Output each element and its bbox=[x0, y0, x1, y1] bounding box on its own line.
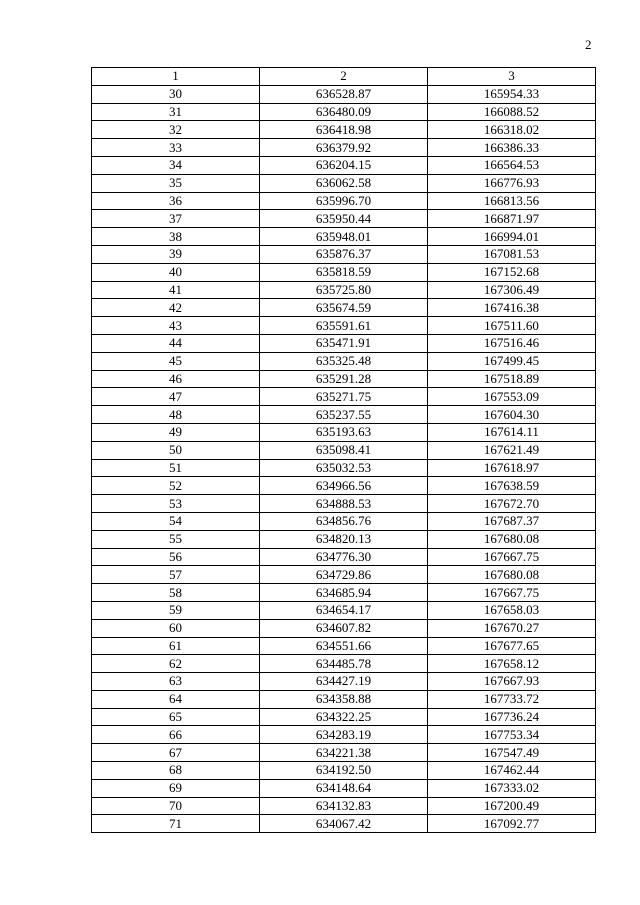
cell-y-coordinate: 166871.97 bbox=[428, 210, 596, 228]
cell-point-number: 38 bbox=[92, 228, 260, 246]
table-row bbox=[92, 299, 596, 317]
table-row bbox=[92, 637, 596, 655]
cell-point-number: 35 bbox=[92, 174, 260, 192]
cell-y-coordinate: 167736.24 bbox=[428, 708, 596, 726]
cell-point-number: 39 bbox=[92, 245, 260, 263]
cell-point-number: 46 bbox=[92, 370, 260, 388]
cell-y-coordinate: 165954.33 bbox=[428, 85, 596, 103]
table-row bbox=[92, 174, 596, 192]
cell-y-coordinate: 167333.02 bbox=[428, 779, 596, 797]
cell-x-coordinate: 635818.59 bbox=[260, 263, 428, 281]
cell-x-coordinate: 634776.30 bbox=[260, 548, 428, 566]
cell-x-coordinate: 635950.44 bbox=[260, 210, 428, 228]
cell-y-coordinate: 167547.49 bbox=[428, 744, 596, 762]
cell-point-number: 64 bbox=[92, 690, 260, 708]
cell-y-coordinate: 167667.93 bbox=[428, 673, 596, 691]
cell-x-coordinate: 634654.17 bbox=[260, 601, 428, 619]
cell-point-number: 31 bbox=[92, 103, 260, 121]
header-row bbox=[92, 68, 596, 86]
cell-point-number: 67 bbox=[92, 744, 260, 762]
cell-x-coordinate: 634192.50 bbox=[260, 762, 428, 780]
cell-point-number: 47 bbox=[92, 388, 260, 406]
cell-y-coordinate: 166088.52 bbox=[428, 103, 596, 121]
table-row bbox=[92, 139, 596, 157]
cell-x-coordinate: 636480.09 bbox=[260, 103, 428, 121]
cell-y-coordinate: 167680.08 bbox=[428, 566, 596, 584]
cell-y-coordinate: 167658.12 bbox=[428, 655, 596, 673]
table-row bbox=[92, 762, 596, 780]
page-number: 2 bbox=[585, 37, 592, 52]
cell-x-coordinate: 634221.38 bbox=[260, 744, 428, 762]
table-row bbox=[92, 406, 596, 424]
cell-point-number: 40 bbox=[92, 263, 260, 281]
cell-y-coordinate: 167516.46 bbox=[428, 334, 596, 352]
cell-y-coordinate: 166776.93 bbox=[428, 174, 596, 192]
cell-point-number: 51 bbox=[92, 459, 260, 477]
cell-y-coordinate: 167638.59 bbox=[428, 477, 596, 495]
cell-x-coordinate: 634358.88 bbox=[260, 690, 428, 708]
table-row bbox=[92, 192, 596, 210]
table-row bbox=[92, 263, 596, 281]
cell-point-number: 60 bbox=[92, 619, 260, 637]
cell-point-number: 63 bbox=[92, 673, 260, 691]
cell-point-number: 68 bbox=[92, 762, 260, 780]
cell-x-coordinate: 635291.28 bbox=[260, 370, 428, 388]
cell-point-number: 58 bbox=[92, 584, 260, 602]
cell-point-number: 30 bbox=[92, 85, 260, 103]
cell-point-number: 71 bbox=[92, 815, 260, 833]
cell-point-number: 34 bbox=[92, 156, 260, 174]
table-row bbox=[92, 690, 596, 708]
cell-x-coordinate: 635996.70 bbox=[260, 192, 428, 210]
cell-x-coordinate: 634148.64 bbox=[260, 779, 428, 797]
table-row bbox=[92, 815, 596, 833]
table-row bbox=[92, 619, 596, 637]
cell-y-coordinate: 167618.97 bbox=[428, 459, 596, 477]
table-row bbox=[92, 441, 596, 459]
cell-point-number: 49 bbox=[92, 423, 260, 441]
table-body bbox=[92, 85, 596, 832]
cell-point-number: 37 bbox=[92, 210, 260, 228]
cell-x-coordinate: 635325.48 bbox=[260, 352, 428, 370]
cell-y-coordinate: 167658.03 bbox=[428, 601, 596, 619]
table-row bbox=[92, 477, 596, 495]
cell-y-coordinate: 167753.34 bbox=[428, 726, 596, 744]
cell-point-number: 70 bbox=[92, 797, 260, 815]
cell-y-coordinate: 167518.89 bbox=[428, 370, 596, 388]
header-cell-x-coordinate: 2 bbox=[260, 68, 428, 86]
cell-x-coordinate: 635876.37 bbox=[260, 245, 428, 263]
cell-y-coordinate: 167680.08 bbox=[428, 530, 596, 548]
table-row bbox=[92, 459, 596, 477]
cell-y-coordinate: 167306.49 bbox=[428, 281, 596, 299]
cell-x-coordinate: 634132.83 bbox=[260, 797, 428, 815]
cell-y-coordinate: 167092.77 bbox=[428, 815, 596, 833]
cell-point-number: 36 bbox=[92, 192, 260, 210]
cell-point-number: 56 bbox=[92, 548, 260, 566]
cell-y-coordinate: 167614.11 bbox=[428, 423, 596, 441]
cell-point-number: 45 bbox=[92, 352, 260, 370]
cell-point-number: 32 bbox=[92, 121, 260, 139]
cell-y-coordinate: 167462.44 bbox=[428, 762, 596, 780]
table-row bbox=[92, 797, 596, 815]
cell-x-coordinate: 635237.55 bbox=[260, 406, 428, 424]
table-row bbox=[92, 708, 596, 726]
cell-y-coordinate: 167687.37 bbox=[428, 512, 596, 530]
cell-y-coordinate: 167416.38 bbox=[428, 299, 596, 317]
table-row bbox=[92, 423, 596, 441]
cell-x-coordinate: 634551.66 bbox=[260, 637, 428, 655]
table-row bbox=[92, 779, 596, 797]
cell-point-number: 42 bbox=[92, 299, 260, 317]
table-row bbox=[92, 584, 596, 602]
cell-x-coordinate: 635193.63 bbox=[260, 423, 428, 441]
cell-x-coordinate: 635271.75 bbox=[260, 388, 428, 406]
table-row bbox=[92, 548, 596, 566]
table-row bbox=[92, 655, 596, 673]
cell-x-coordinate: 634607.82 bbox=[260, 619, 428, 637]
cell-x-coordinate: 636204.15 bbox=[260, 156, 428, 174]
cell-y-coordinate: 167152.68 bbox=[428, 263, 596, 281]
cell-y-coordinate: 167677.65 bbox=[428, 637, 596, 655]
header-cell-y-coordinate: 3 bbox=[428, 68, 596, 86]
table-row bbox=[92, 495, 596, 513]
table-row bbox=[92, 388, 596, 406]
table-row bbox=[92, 103, 596, 121]
table-row bbox=[92, 726, 596, 744]
table-row bbox=[92, 673, 596, 691]
cell-x-coordinate: 634067.42 bbox=[260, 815, 428, 833]
table-row bbox=[92, 370, 596, 388]
cell-point-number: 55 bbox=[92, 530, 260, 548]
cell-y-coordinate: 167733.72 bbox=[428, 690, 596, 708]
cell-point-number: 33 bbox=[92, 139, 260, 157]
table-row bbox=[92, 85, 596, 103]
cell-y-coordinate: 167667.75 bbox=[428, 548, 596, 566]
cell-point-number: 43 bbox=[92, 317, 260, 335]
table-row bbox=[92, 334, 596, 352]
table-row bbox=[92, 512, 596, 530]
cell-x-coordinate: 634685.94 bbox=[260, 584, 428, 602]
cell-y-coordinate: 167499.45 bbox=[428, 352, 596, 370]
table-row bbox=[92, 245, 596, 263]
cell-point-number: 54 bbox=[92, 512, 260, 530]
table-row bbox=[92, 121, 596, 139]
table-row bbox=[92, 530, 596, 548]
header-cell-point-number: 1 bbox=[92, 68, 260, 86]
cell-x-coordinate: 634966.56 bbox=[260, 477, 428, 495]
cell-point-number: 50 bbox=[92, 441, 260, 459]
table-row bbox=[92, 317, 596, 335]
cell-x-coordinate: 634888.53 bbox=[260, 495, 428, 513]
cell-x-coordinate: 634283.19 bbox=[260, 726, 428, 744]
cell-x-coordinate: 636528.87 bbox=[260, 85, 428, 103]
cell-y-coordinate: 166994.01 bbox=[428, 228, 596, 246]
cell-y-coordinate: 167621.49 bbox=[428, 441, 596, 459]
cell-y-coordinate: 167081.53 bbox=[428, 245, 596, 263]
cell-point-number: 52 bbox=[92, 477, 260, 495]
cell-point-number: 59 bbox=[92, 601, 260, 619]
cell-y-coordinate: 166386.33 bbox=[428, 139, 596, 157]
cell-x-coordinate: 634820.13 bbox=[260, 530, 428, 548]
cell-x-coordinate: 636379.92 bbox=[260, 139, 428, 157]
cell-y-coordinate: 166564.53 bbox=[428, 156, 596, 174]
cell-y-coordinate: 167670.27 bbox=[428, 619, 596, 637]
cell-point-number: 44 bbox=[92, 334, 260, 352]
table-row bbox=[92, 566, 596, 584]
cell-y-coordinate: 167672.70 bbox=[428, 495, 596, 513]
cell-y-coordinate: 166813.56 bbox=[428, 192, 596, 210]
cell-x-coordinate: 634729.86 bbox=[260, 566, 428, 584]
cell-point-number: 62 bbox=[92, 655, 260, 673]
cell-x-coordinate: 634485.78 bbox=[260, 655, 428, 673]
cell-x-coordinate: 635032.53 bbox=[260, 459, 428, 477]
cell-x-coordinate: 635674.59 bbox=[260, 299, 428, 317]
cell-x-coordinate: 634427.19 bbox=[260, 673, 428, 691]
coordinates-table bbox=[91, 67, 596, 833]
cell-x-coordinate: 635591.61 bbox=[260, 317, 428, 335]
table-row bbox=[92, 228, 596, 246]
table-row bbox=[92, 210, 596, 228]
cell-y-coordinate: 167604.30 bbox=[428, 406, 596, 424]
cell-point-number: 41 bbox=[92, 281, 260, 299]
cell-point-number: 69 bbox=[92, 779, 260, 797]
cell-point-number: 61 bbox=[92, 637, 260, 655]
table-row bbox=[92, 601, 596, 619]
cell-point-number: 57 bbox=[92, 566, 260, 584]
cell-x-coordinate: 635948.01 bbox=[260, 228, 428, 246]
cell-y-coordinate: 167667.75 bbox=[428, 584, 596, 602]
table-row bbox=[92, 744, 596, 762]
cell-y-coordinate: 167553.09 bbox=[428, 388, 596, 406]
cell-x-coordinate: 634322.25 bbox=[260, 708, 428, 726]
cell-x-coordinate: 635471.91 bbox=[260, 334, 428, 352]
cell-x-coordinate: 635725.80 bbox=[260, 281, 428, 299]
cell-y-coordinate: 167511.60 bbox=[428, 317, 596, 335]
cell-x-coordinate: 636418.98 bbox=[260, 121, 428, 139]
table-row bbox=[92, 156, 596, 174]
table-row bbox=[92, 281, 596, 299]
table-row bbox=[92, 352, 596, 370]
cell-point-number: 48 bbox=[92, 406, 260, 424]
cell-point-number: 65 bbox=[92, 708, 260, 726]
cell-y-coordinate: 166318.02 bbox=[428, 121, 596, 139]
cell-point-number: 66 bbox=[92, 726, 260, 744]
cell-x-coordinate: 635098.41 bbox=[260, 441, 428, 459]
cell-point-number: 53 bbox=[92, 495, 260, 513]
cell-x-coordinate: 636062.58 bbox=[260, 174, 428, 192]
table-header bbox=[92, 68, 596, 86]
cell-y-coordinate: 167200.49 bbox=[428, 797, 596, 815]
cell-x-coordinate: 634856.76 bbox=[260, 512, 428, 530]
